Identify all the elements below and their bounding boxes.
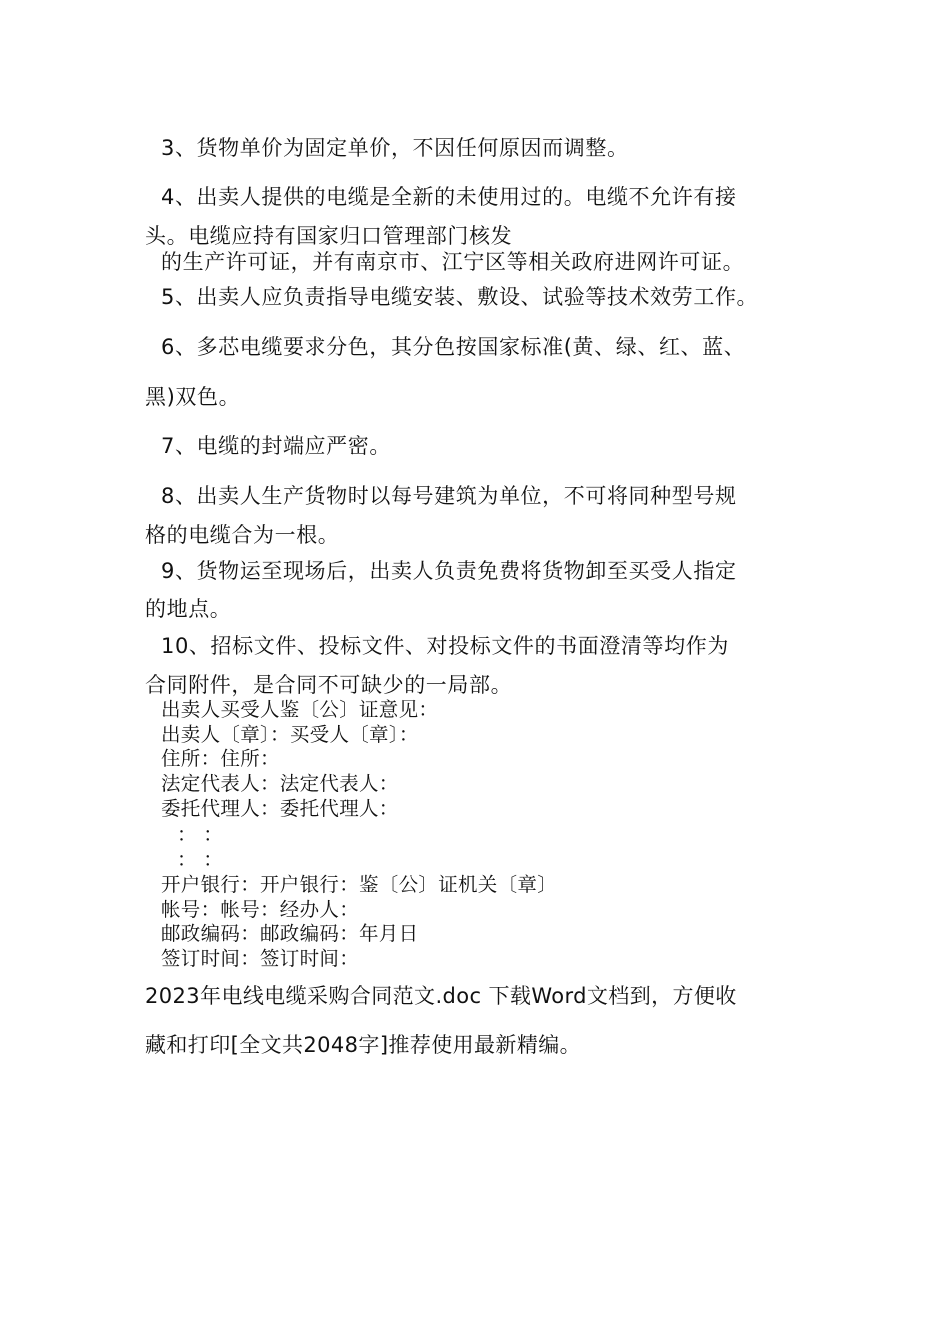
footer-note-line-2: 藏和打印[全文共2048字]推荐使用最新精编。 (145, 1033, 582, 1057)
clause-4-line-1: 4、出卖人提供的电缆是全新的未使用过的。电缆不允许有接 (161, 185, 737, 209)
footer-note-line-1: 2023年电线电缆采购合同范文.doc 下载Word文档到，方便收 (145, 984, 737, 1008)
signature-line-10: 邮政编码：邮政编码：年月日 (161, 922, 419, 945)
signature-line-8: 开户银行：开户银行：鉴〔公〕证机关〔章〕 (161, 873, 558, 896)
signature-line-11: 签订时间：签订时间： (161, 947, 360, 970)
clause-7: 7、电缆的封端应严密。 (161, 434, 391, 458)
clause-9-line-1: 9、货物运至现场后，出卖人负责免费将货物卸至买受人指定 (161, 559, 737, 583)
signature-line-2: 出卖人〔章〕：买受人〔章〕： (161, 723, 419, 746)
signature-line-7: ： ： (177, 848, 224, 871)
clause-4-line-3: 的生产许可证，并有南京市、江宁区等相关政府进网许可证。 (161, 250, 745, 274)
signature-line-5: 委托代理人：委托代理人： (161, 797, 399, 820)
signature-line-6: ： ： (177, 823, 224, 846)
clause-3: 3、货物单价为固定单价，不因任何原因而调整。 (161, 136, 629, 160)
clause-8-line-2: 格的电缆合为一根。 (145, 523, 340, 547)
clause-8-line-1: 8、出卖人生产货物时以每号建筑为单位，不可将同种型号规 (161, 484, 737, 508)
clause-9-line-2: 的地点。 (145, 597, 232, 621)
signature-line-3: 住所：住所： (161, 747, 280, 770)
clause-10-line-2: 合同附件，是合同不可缺少的一局部。 (145, 673, 513, 697)
clause-10-line-1: 10、招标文件、投标文件、对投标文件的书面澄清等均作为 (161, 634, 729, 658)
clause-6-line-2: 黑)双色。 (145, 385, 241, 409)
signature-line-4: 法定代表人：法定代表人： (161, 772, 399, 795)
signature-line-1: 出卖人买受人鉴〔公〕证意见： (161, 698, 439, 721)
clause-6-line-1: 6、多芯电缆要求分色，其分色按国家标准(黄、绿、红、蓝、 (161, 335, 746, 359)
signature-line-9: 帐号：帐号：经办人： (161, 898, 360, 921)
clause-4-line-2: 头。电缆应持有国家归口管理部门核发 (145, 224, 513, 248)
clause-5: 5、出卖人应负责指导电缆安装、敷设、试验等技术效劳工作。 (161, 285, 759, 309)
